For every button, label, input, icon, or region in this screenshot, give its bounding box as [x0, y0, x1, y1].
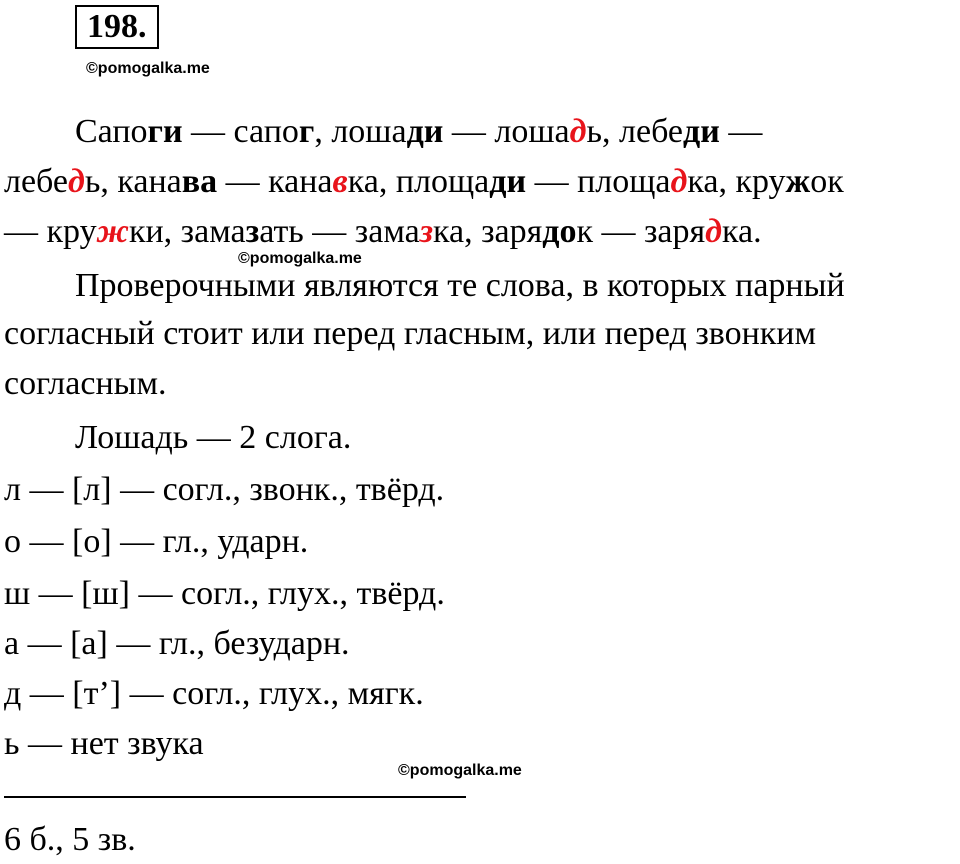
task-number: 198.: [75, 5, 159, 49]
paragraph2-line2: согласный стоит или перед гласным, или перед звонким: [4, 315, 817, 352]
syllables-line: Лошадь — 2 слога.: [75, 419, 352, 456]
watermark: ©pomogalka.me: [398, 762, 522, 779]
phonetic-row: о — [о] — гл., ударн.: [4, 523, 309, 560]
watermark: ©pomogalka.me: [86, 60, 210, 77]
watermark: ©pomogalka.me: [238, 250, 362, 267]
divider: [4, 796, 466, 798]
paragraph1-line3: — кружки, замазать — замазка, зарядок — зарядка.: [4, 213, 762, 250]
paragraph1-line2: лебедь, канава — канавка, площади — площадка, кружок: [4, 163, 844, 200]
phonetic-row: а — [а] — гл., безударн.: [4, 625, 350, 662]
phonetic-row: ь — нет звука: [4, 725, 204, 762]
summary: 6 б., 5 зв.: [4, 821, 136, 858]
paragraph2-line3: согласным.: [4, 365, 167, 402]
phonetic-row: ш — [ш] — согл., глух., твёрд.: [4, 575, 445, 612]
phonetic-row: д — [т’] — согл., глух., мягк.: [4, 675, 424, 712]
phonetic-row: л — [л] — согл., звонк., твёрд.: [4, 471, 445, 508]
paragraph1-line1: Сапоги — сапог, лошади — лошадь, лебеди —: [75, 113, 763, 150]
paragraph2-line1: Проверочными являются те слова, в которых парный: [75, 267, 845, 304]
